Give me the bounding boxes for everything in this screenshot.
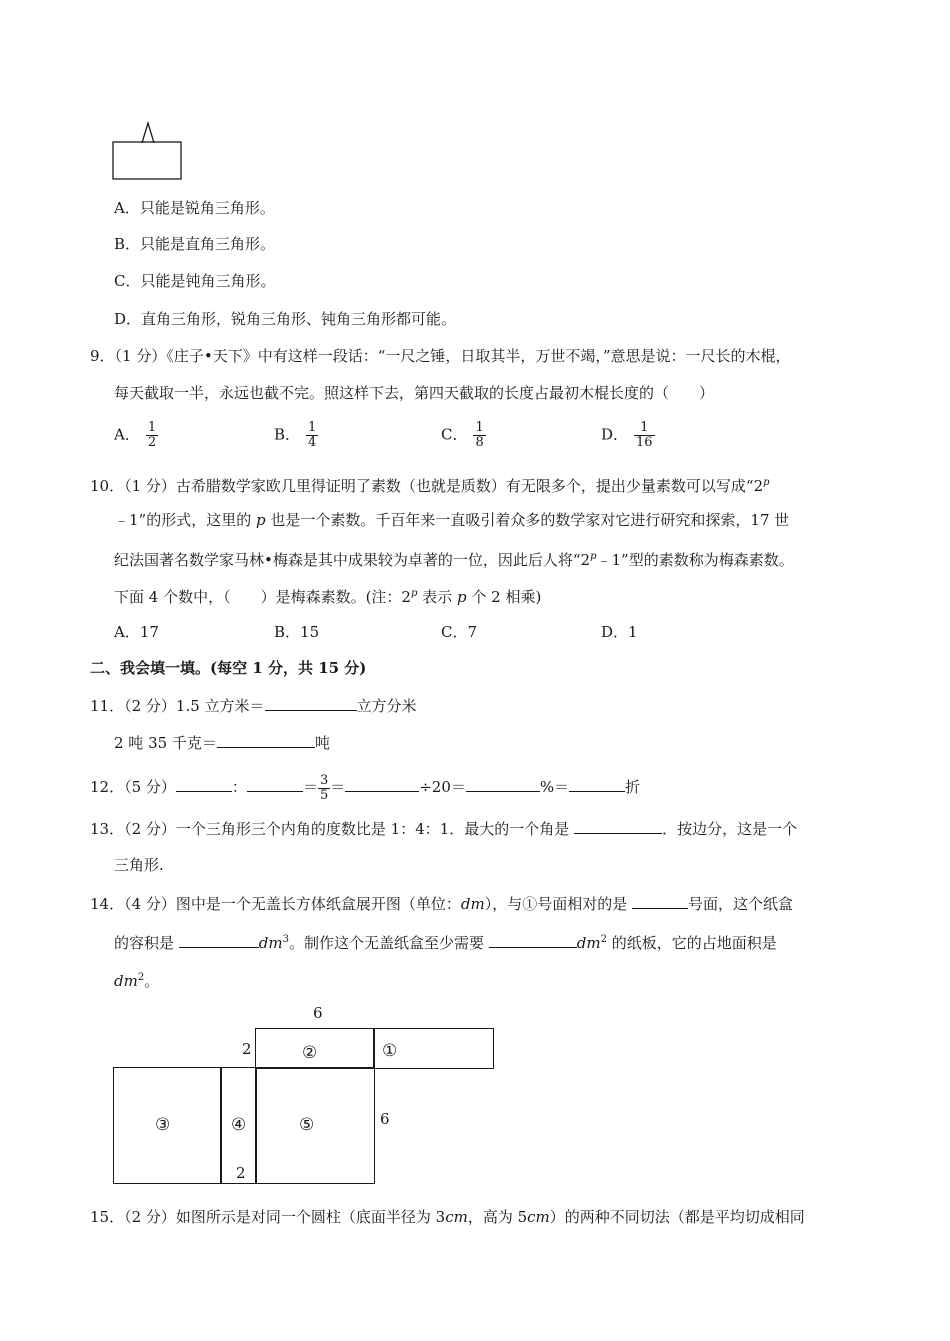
q9-a-denominator: 2	[147, 435, 157, 450]
q13-line2: 三角形.	[114, 856, 164, 874]
q8-figure	[110, 118, 186, 182]
q9-line2: 每天截取一半，永远也截不完。照这样下去，第四天截取的长度占最初木棍长度的（ ）	[114, 384, 715, 402]
face-label-1: ①	[382, 1041, 398, 1061]
q10-option-d: D．1	[601, 623, 638, 641]
q12-denominator: 5	[319, 787, 329, 803]
face-label-4: ④	[231, 1115, 247, 1135]
q10-line3: 纪法国著名数学家马林•梅森是其中成果较为卓著的一位，因此后人将“2$^p$﹣1”型的素数称为梅森素数。	[114, 551, 794, 569]
q10-option-a: A．17	[114, 623, 159, 641]
face-label-2: ②	[302, 1043, 318, 1063]
face-5	[255, 1067, 375, 1184]
q12-blank-5[interactable]	[569, 776, 625, 792]
q9-c-denominator: 8	[475, 435, 484, 450]
q14-line3: $dm^2$。	[114, 972, 160, 990]
q9-option-c: C． $\frac{1}{8}$	[441, 420, 484, 450]
diagram-left-label: 2	[242, 1040, 252, 1058]
section-2-heading: 二、我会填一填。(每空 1 分，共 15 分)	[90, 659, 367, 677]
q8-rectangle	[113, 142, 181, 179]
q9-b-denominator: 4	[308, 435, 317, 450]
q9-option-d: D． $\frac{1}{16}$	[601, 420, 653, 450]
q9-d-numerator: 1	[634, 421, 655, 436]
diagram-top-label: 6	[313, 1004, 323, 1022]
q12-blank-4[interactable]	[466, 776, 540, 792]
q9-option-b: B． $\frac{1}{4}$	[274, 420, 317, 450]
q12-line: 12．（5 分） ： ＝ $\frac{3}{5}$ ＝ ÷20＝ %＝ 折	[90, 772, 641, 803]
q12-blank-2[interactable]	[247, 776, 303, 792]
q12-blank-1[interactable]	[176, 776, 232, 792]
face-label-3: ③	[155, 1115, 171, 1135]
q13-blank-1[interactable]	[574, 818, 662, 834]
q12-blank-3[interactable]	[345, 776, 419, 792]
q14-blank-1[interactable]	[632, 893, 688, 909]
q11-blank-1[interactable]	[265, 695, 357, 711]
q8-option-c: C．只能是钝角三角形。	[114, 272, 276, 290]
q9-c-numerator: 1	[475, 420, 484, 435]
q9-option-a: A． $\frac{1}{2}$	[114, 420, 157, 450]
diagram-bottom-label: 2	[236, 1164, 246, 1182]
q8-option-b: B．只能是直角三角形。	[114, 235, 276, 253]
q8-triangle	[142, 123, 154, 143]
q9-a-numerator: 1	[147, 420, 157, 435]
q10-line4: 下面 4 个数中，（ ）是梅森素数。(注：2$^p$ 表示 p 个 2 相乘)	[114, 588, 542, 606]
q10-line2: ﹣1”的形式，这里的 p 也是一个素数。千百年来一直吸引着众多的数学家对它进行研究和探索，17 世	[114, 511, 790, 529]
q10-option-b: B．15	[274, 623, 320, 641]
q11-line2: 2 吨 35 千克＝ 吨	[114, 734, 330, 752]
q15-line1: 15．（2 分）如图所示是对同一个圆柱（底面半径为 3cm，高为 5cm）的两种不同切法（都是平均切成相同	[90, 1208, 805, 1226]
q12-numerator: 3	[319, 772, 329, 788]
q11-blank-2[interactable]	[217, 732, 315, 748]
q10-line1: 10．（1 分）古希腊数学家欧几里得证明了素数（也就是质数）有无限多个，提出少量素数可以写成“2$^p$	[90, 477, 770, 495]
q8-option-d: D．直角三角形，锐角三角形、钝角三角形都可能。	[114, 310, 457, 328]
face-label-5: ⑤	[299, 1115, 315, 1135]
q9-b-numerator: 1	[308, 420, 317, 435]
q13-line1: 13．（2 分）一个三角形三个内角的度数比是 1：4：1．最大的一个角是 ．按边分，这是一个	[90, 820, 798, 838]
q14-line1: 14．（4 分）图中是一个无盖长方体纸盒展开图（单位：dm），与①号面相对的是 号面，这个纸盒	[90, 895, 794, 913]
q14-blank-2[interactable]	[179, 932, 259, 948]
q10-option-c: C．7	[441, 623, 478, 641]
q14-blank-3[interactable]	[489, 932, 577, 948]
q9-d-denominator: 16	[636, 435, 653, 450]
q11-line1: 11．（2 分）1.5 立方米＝ 立方分米	[90, 697, 417, 715]
q8-option-a: A．只能是锐角三角形。	[114, 199, 275, 217]
q9-line1: 9．（1 分）《庄子•天下》中有这样一段话：“一尺之锤，日取其半，万世不竭，”意思是说：一尺长的木棍，	[90, 347, 791, 365]
diagram-right-label: 6	[380, 1110, 390, 1128]
q14-line2: 的容积是 $dm^3$。制作这个无盖纸盒至少需要 $dm^2$ 的纸板，它的占地面积是	[114, 934, 777, 952]
